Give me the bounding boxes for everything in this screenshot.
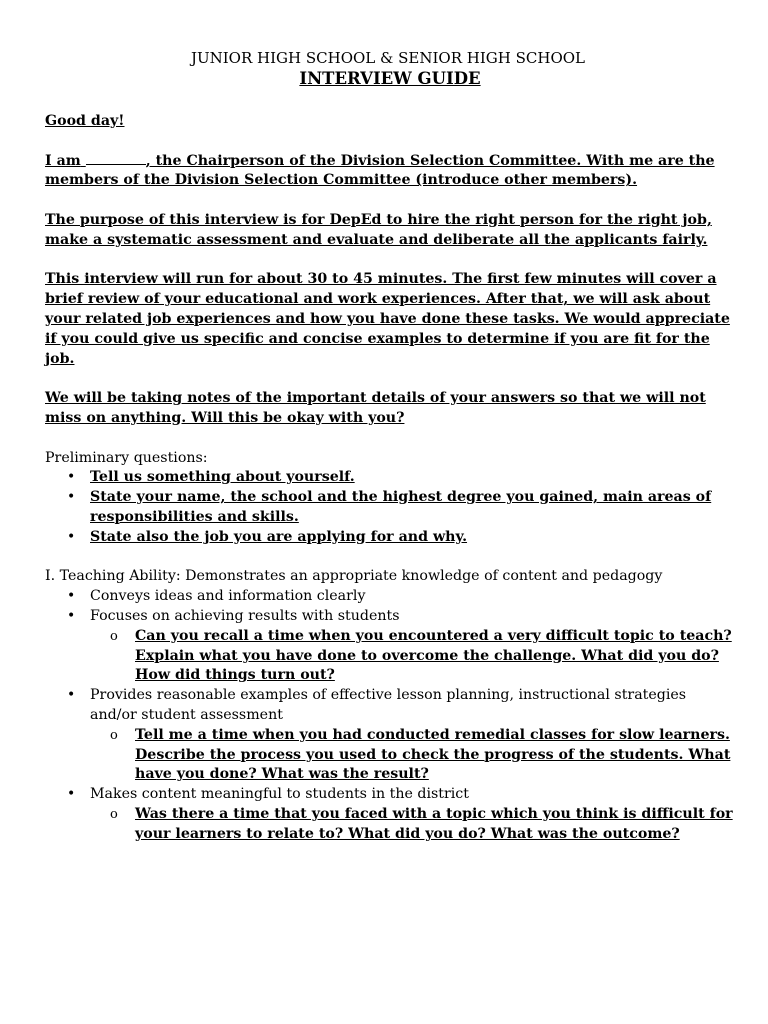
bullet-icon: • [67, 469, 76, 486]
question-list [90, 627, 735, 686]
bullet-icon: • [67, 489, 76, 506]
bullet-icon: • [67, 528, 76, 545]
list-item: • Provides reasonable examples of effective lesson planning, instructional strategies and/or student assessment o Tell me a time when you had conducted remedial classes for slow learners. Describe the process you used to check the progress of the students. What have you done? What was the result? [45, 686, 735, 785]
document-page [45, 48, 735, 844]
list-item: • Focuses on achieving results with students o Can you recall a time when you encountered a very difficult topic to teach? Explain what you have done to overcome the challenge. What did you do? How did things turn out? [45, 607, 735, 686]
iam-prefix: I am [45, 152, 81, 169]
school-level-heading: JUNIOR HIGH SCHOOL & SENIOR HIGH SCHOOL [190, 49, 586, 67]
section-heading: I. Teaching Ability: Demonstrates an appropriate knowledge of content and pedagogy [45, 568, 663, 585]
question-list [90, 805, 735, 845]
list-item: • Conveys ideas and information clearly [45, 587, 735, 607]
circle-bullet-icon: o [110, 628, 118, 644]
greeting: Good day! [45, 113, 125, 129]
duration-paragraph: This interview will run for about 30 to 45 minutes. The first few minutes will cover a brief review of your educational and work experiences. After that, we will ask about your related job experiences and how you have done these tasks. We would appreciate if you could give us specific and concise examples to determine if you are fit for the job. [45, 271, 730, 367]
preliminary-list [45, 468, 735, 547]
list-item: • State your name, the school and the highest degree you gained, main areas of responsibilities and skills. [67, 489, 712, 525]
question-item: o Can you recall a time when you encountered a very difficult topic to teach? Explain what you have done to overcome the challenge. What did you do? How did things turn out? [110, 627, 732, 684]
bullet-icon: • [67, 588, 76, 605]
preliminary-label: Preliminary questions: [45, 449, 208, 466]
list-item: • State also the job you are applying for and why. [45, 528, 735, 548]
purpose-paragraph: The purpose of this interview is for DepEd to hire the right person for the right job, make a systematic assessment and evaluate and deliberate all the applicants fairly. [45, 211, 712, 248]
bullet-icon: • [67, 687, 76, 704]
bullet-icon: • [67, 786, 76, 803]
introduction-paragraph [45, 152, 735, 192]
list-item: • Tell us something about yourself. [45, 468, 735, 488]
document-title: INTERVIEW GUIDE [299, 69, 481, 88]
question-item: o Tell me a time when you had conducted remedial classes for slow learners. Describe the process you used to check the progress of the students. What have you done? What was the result? [110, 726, 731, 783]
bullet-icon: • [67, 607, 76, 624]
question-list [90, 726, 735, 785]
question-item: o Was there a time that you faced with a topic which you think is difficult for your learners to relate to? What did you do? What was the outcome? [110, 805, 733, 842]
criteria-list [45, 587, 735, 844]
iam-rest: , the Chairperson of the Division Selection Committee. With me are the members of the Division Selection Committee (introduce other members). [45, 152, 715, 189]
name-blank [86, 163, 146, 165]
list-item: • Makes content meaningful to students in the district o Was there a time that you faced with a topic which you think is difficult for your learners to relate to? What did you do? What was the outcome? [45, 785, 735, 844]
circle-bullet-icon: o [110, 806, 118, 822]
circle-bullet-icon: o [110, 727, 118, 743]
notes-paragraph: We will be taking notes of the important details of your answers so that we will not miss on anything. Will this be okay with you? [45, 390, 706, 426]
